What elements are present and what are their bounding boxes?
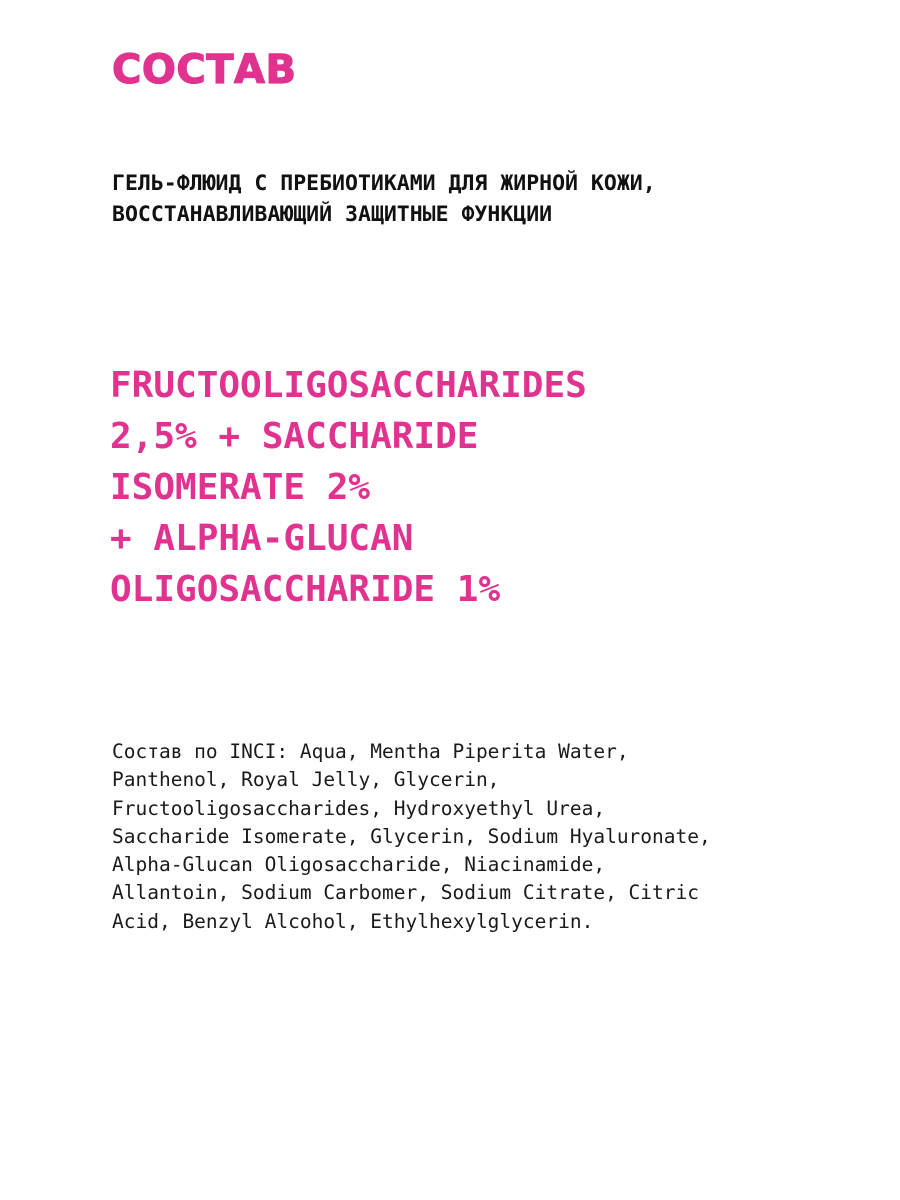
active-ingredients-line: 2,5% + SACCHARIDE bbox=[110, 416, 479, 457]
inci-line: Alpha-Glucan Oligosaccharide, Niacinamide, bbox=[112, 853, 606, 877]
active-ingredients-line: OLIGOSACCHARIDE 1% bbox=[110, 569, 501, 610]
inci-ingredients-list bbox=[112, 738, 852, 936]
active-ingredients-line: FRUCTOOLIGOSACCHARIDES bbox=[110, 365, 587, 406]
inci-line: Panthenol, Royal Jelly, Glycerin, bbox=[112, 768, 500, 792]
product-description-line: ГЕЛЬ-ФЛЮИД С ПРЕБИОТИКАМИ ДЛЯ ЖИРНОЙ КОЖИ, bbox=[112, 171, 656, 196]
inci-line: Saccharide Isomerate, Glycerin, Sodium Hyaluronate, bbox=[112, 824, 711, 848]
product-description-line: ВОССТАНАВЛИВАЮЩИЙ ЗАЩИТНЫЕ ФУНКЦИИ bbox=[112, 202, 553, 227]
inci-line: Fructooligosaccharides, Hydroxyethyl Urea, bbox=[112, 796, 606, 820]
inci-line: Состав по INCI: Aqua, Mentha Piperita Water, bbox=[112, 740, 629, 763]
product-description bbox=[112, 168, 872, 230]
inci-line: Allantoin, Sodium Carbomer, Sodium Citrate, Citric bbox=[112, 881, 699, 905]
page-title: СОСТАВ bbox=[112, 47, 297, 93]
active-ingredients bbox=[110, 360, 870, 615]
active-ingredients-line: + ALPHA-GLUCAN bbox=[110, 518, 414, 559]
inci-line: Acid, Benzyl Alcohol, Ethylhexylglycerin. bbox=[112, 909, 594, 933]
active-ingredients-line: ISOMERATE 2% bbox=[110, 467, 371, 508]
